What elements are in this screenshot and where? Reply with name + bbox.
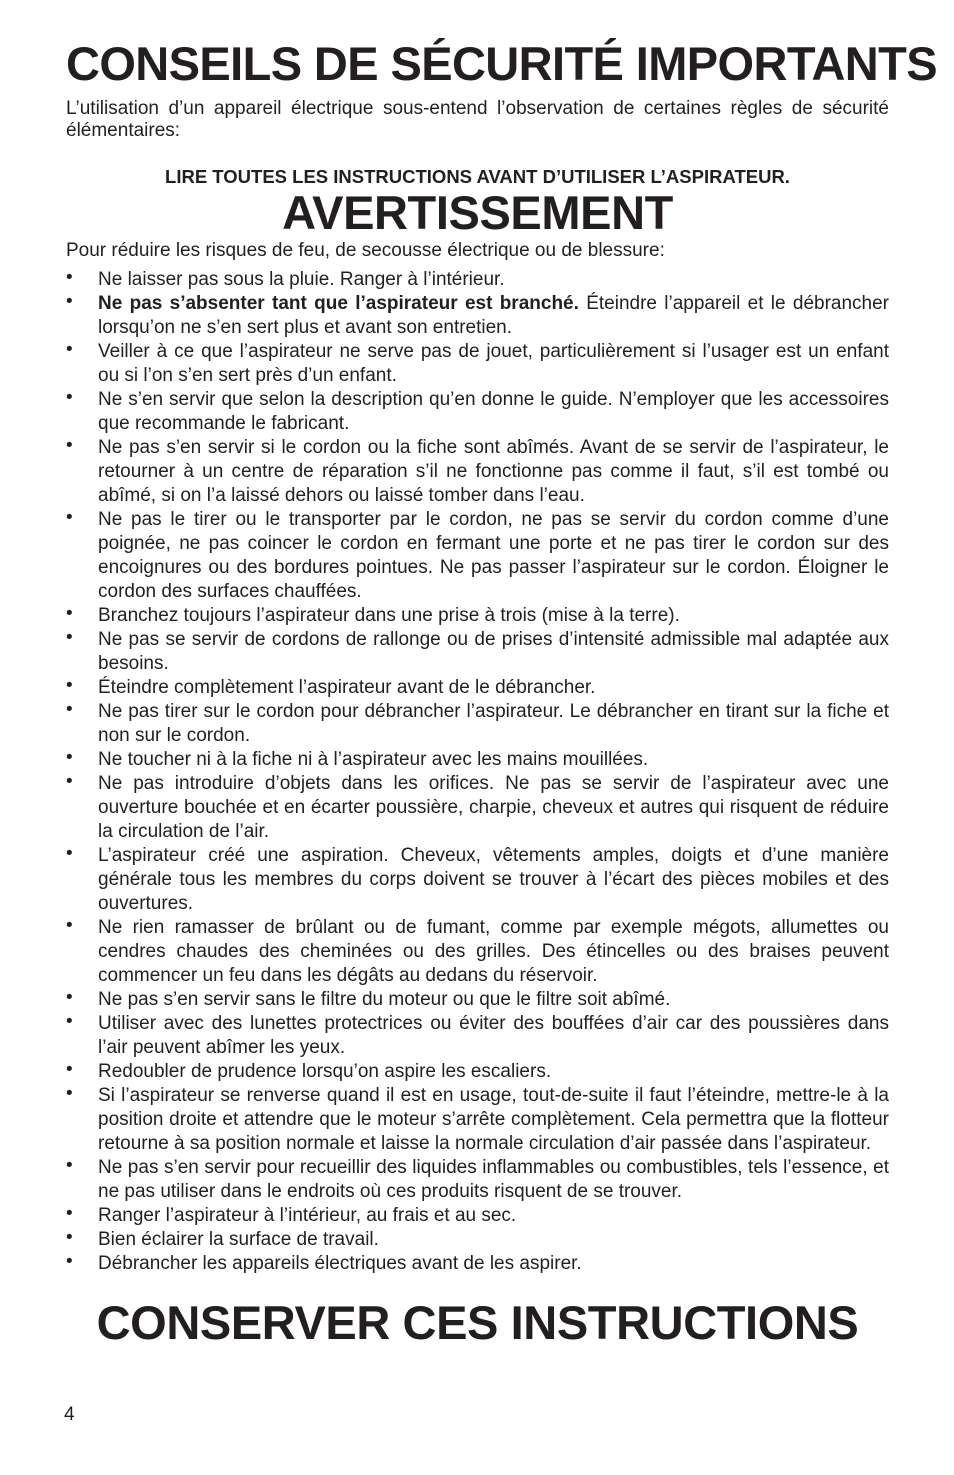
warning-lead-text: Pour réduire les risques de feu, de secousse électrique ou de blessure: — [66, 240, 665, 261]
bullet-icon: • — [66, 507, 73, 528]
instruction-text: Ne pas s’en servir si le cordon ou la fiche sont abîmés. Avant de se servir de l’aspirateur, le retourner à un centre de réparation s’il ne fonctionne pas comme il faut, s’il est tombé ou abîmé, si on l’a laissé dehors ou laissé tomber dans l’eau. — [98, 437, 889, 506]
bullet-icon: • — [66, 1059, 73, 1080]
bullet-icon: • — [66, 699, 73, 720]
bullet-icon: • — [66, 267, 73, 288]
safety-instruction-item — [66, 1060, 889, 1084]
page-number: 4 — [64, 1404, 75, 1425]
safety-instruction-item — [66, 340, 889, 388]
instruction-text: Ne pas tirer sur le cordon pour débrancher l’aspirateur. Le débrancher en tirant sur la fiche et non sur le cordon. — [98, 701, 889, 746]
safety-instruction-item — [66, 508, 889, 604]
instruction-text: Ne pas introduire d’objets dans les orifices. Ne pas se servir de l’aspirateur avec une ouverture bouchée et en écarter poussière, charpie, cheveux et autres qui risquent de réduire la circulation de l’air. — [98, 773, 889, 842]
instruction-text: Éteindre complètement l’aspirateur avant de le débrancher. — [98, 677, 596, 698]
save-instructions-heading: CONSERVER CES INSTRUCTIONS — [96, 1296, 859, 1349]
instruction-text: Ne rien ramasser de brûlant ou de fumant, comme par exemple mégots, allumettes ou cendres chaudes des cheminées ou des grilles. Des étincelles ou des braises peuvent commencer un feu dans les dégâts au dedans du réservoir. — [98, 917, 889, 986]
instruction-text: Branchez toujours l’aspirateur dans une prise à trois (mise à la terre). — [98, 605, 680, 626]
instruction-text: Veiller à ce que l’aspirateur ne serve pas de jouet, particulièrement si l’usager est un enfant ou si l’on s’en sert près d’un enfant. — [98, 341, 889, 386]
safety-instruction-item — [66, 1204, 889, 1228]
instruction-text: Débrancher les appareils électriques avant de les aspirer. — [98, 1253, 582, 1274]
safety-instruction-item — [66, 1228, 889, 1252]
safety-instruction-item — [66, 388, 889, 436]
instruction-text: Bien éclairer la surface de travail. — [98, 1229, 379, 1250]
warning-heading: AVERTISSEMENT — [282, 186, 673, 239]
bullet-icon: • — [66, 1011, 73, 1032]
instruction-text: Ne laisser pas sous la pluie. Ranger à l’intérieur. — [98, 269, 505, 290]
read-all-instructions-notice: LIRE TOUTES LES INSTRUCTIONS AVANT D’UTILISER L’ASPIRATEUR. — [165, 166, 790, 187]
manual-page — [66, 36, 937, 1351]
bullet-icon: • — [66, 1083, 73, 1104]
bullet-icon: • — [66, 339, 73, 360]
safety-instruction-item — [66, 844, 889, 916]
page-title: CONSEILS DE SÉCURITÉ IMPORTANTS — [66, 37, 937, 90]
safety-instruction-item — [66, 676, 889, 700]
bullet-icon: • — [66, 291, 73, 312]
instruction-text: L’aspirateur créé une aspiration. Cheveux, vêtements amples, doigts et d’une manière générale tous les membres du corps doivent se trouver à l’écart des pièces mobiles et des ouvertures. — [98, 845, 889, 914]
bullet-icon: • — [66, 843, 73, 864]
safety-instruction-item — [66, 292, 889, 340]
instruction-text: Ne pas le tirer ou le transporter par le cordon, ne pas se servir du cordon comme d’une poignée, ne pas coincer le cordon en fermant une porte et ne pas tirer le cordon sur des encoignures ou des bordures pointues. Ne pas passer l’aspirateur sur le cordon. Éloigner le cordon des surfaces chauffées. — [98, 509, 889, 602]
bullet-icon: • — [66, 387, 73, 408]
bullet-icon: • — [66, 435, 73, 456]
instruction-text: Ne s’en servir que selon la description qu’en donne le guide. N’employer que les accessoires que recommande le fabricant. — [98, 389, 889, 434]
safety-instruction-item — [66, 268, 889, 292]
safety-instruction-item — [66, 772, 889, 844]
instruction-emphasis: Ne pas s’absenter tant que l’aspirateur est branché. — [98, 293, 579, 314]
safety-instruction-item — [66, 988, 889, 1012]
instruction-text: Ne pas s’en servir sans le filtre du moteur ou que le filtre soit abîmé. — [98, 989, 671, 1010]
bullet-icon: • — [66, 771, 73, 792]
instruction-text: Si l’aspirateur se renverse quand il est en usage, tout-de-suite il faut l’éteindre, mettre-le à la position droite et attendre que le moteur s’arrête complètement. Cela permettra que la flotteur retourne à sa position normale et laisse la normale circulation d’air passée dans l’aspirateur. — [98, 1085, 889, 1154]
bullet-icon: • — [66, 1227, 73, 1248]
safety-instruction-item — [66, 436, 889, 508]
instruction-text: Ne pas s’en servir pour recueillir des liquides inflammables ou combustibles, tels l’essence, et ne pas utiliser dans le endroits où ces produits risquent de se trouver. — [98, 1157, 889, 1202]
instruction-text: Éteindre l’appareil et le débrancher lorsqu’on ne s’en sert plus et avant son entretien. — [98, 293, 890, 338]
safety-instruction-item — [66, 700, 889, 748]
safety-instruction-item — [66, 1252, 889, 1276]
bullet-icon: • — [66, 987, 73, 1008]
bullet-icon: • — [66, 1251, 73, 1272]
safety-instruction-item — [66, 604, 889, 628]
instruction-text: Redoubler de prudence lorsqu’on aspire les escaliers. — [98, 1061, 552, 1082]
bullet-icon: • — [66, 747, 73, 768]
instruction-text: Ranger l’aspirateur à l’intérieur, au frais et au sec. — [98, 1205, 517, 1226]
intro-paragraph: L’utilisation d’un appareil électrique sous-entend l’observation de certaines règles de sécurité élémentaires: — [66, 98, 889, 141]
safety-instruction-item — [66, 1084, 889, 1156]
bullet-icon: • — [66, 1203, 73, 1224]
instruction-text: Ne toucher ni à la fiche ni à l’aspirateur avec les mains mouillées. — [98, 749, 649, 770]
instruction-text: Utiliser avec des lunettes protectrices ou éviter des bouffées d’air car des poussières dans l’air peuvent abîmer les yeux. — [98, 1013, 889, 1058]
safety-instruction-item — [66, 628, 889, 676]
bullet-icon: • — [66, 603, 73, 624]
safety-instruction-item — [66, 1012, 889, 1060]
safety-instruction-item — [66, 916, 889, 988]
bullet-icon: • — [66, 675, 73, 696]
safety-instruction-item — [66, 748, 889, 772]
instruction-text: Ne pas se servir de cordons de rallonge ou de prises d’intensité admissible mal adaptée aux besoins. — [98, 629, 889, 674]
safety-instruction-list — [66, 268, 889, 1276]
bullet-icon: • — [66, 1155, 73, 1176]
safety-instruction-item — [66, 1156, 889, 1204]
bullet-icon: • — [66, 915, 73, 936]
bullet-icon: • — [66, 627, 73, 648]
